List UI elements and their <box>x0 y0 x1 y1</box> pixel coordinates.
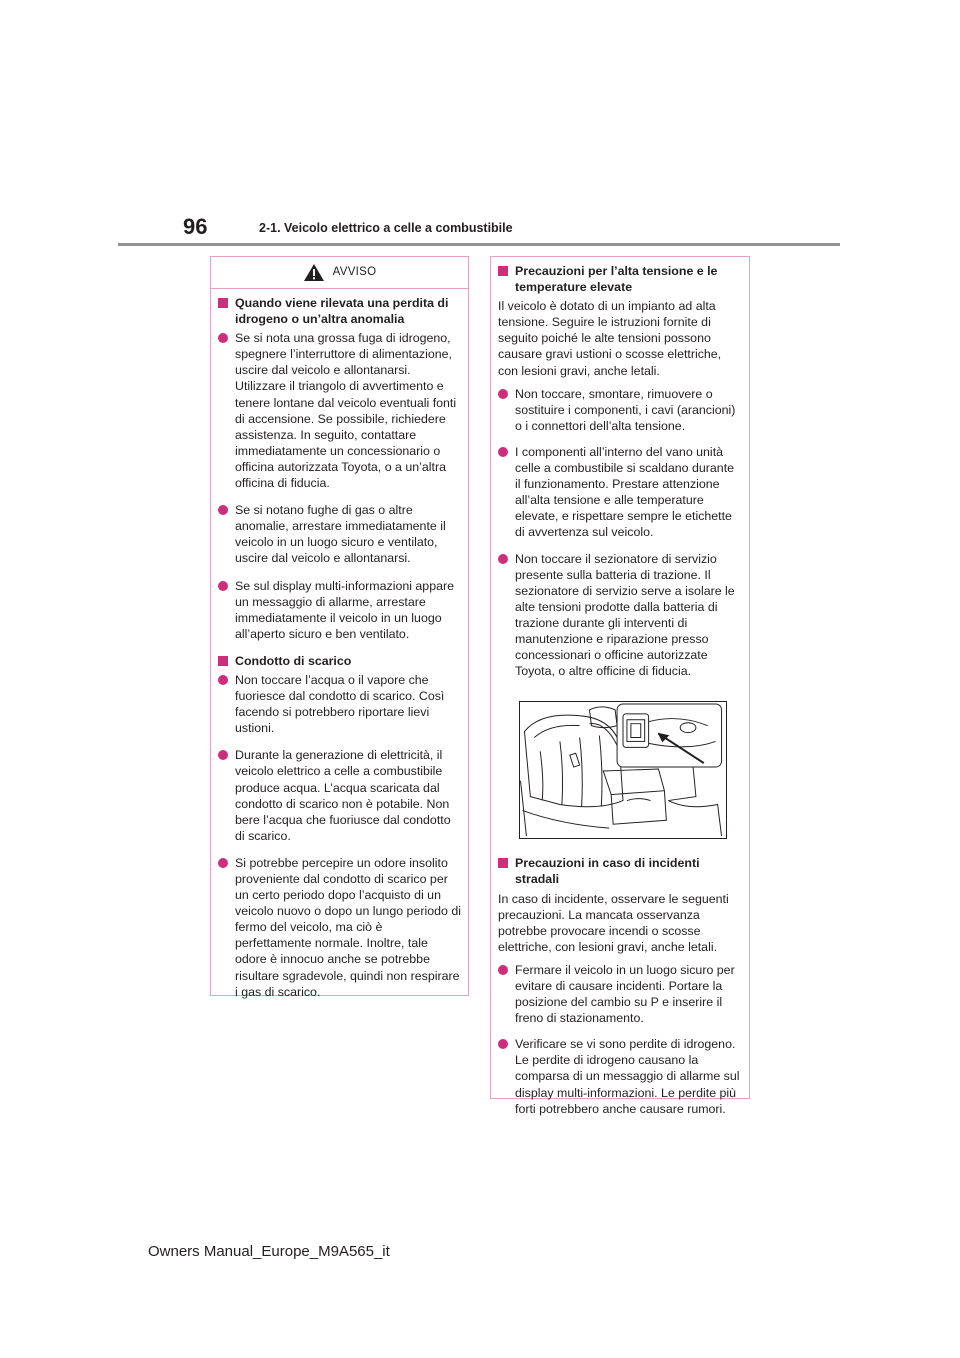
square-bullet-icon <box>218 656 228 666</box>
intro-paragraph: In caso di incidente, osservare le seguenti precauzioni. La mancata osservanza potrebbe provocare incendi o scosse elettriche, con lesioni gravi, anche letali. <box>498 891 729 954</box>
list-item: Se si notano fughe di gas o altre anomalie, arrestare immediatamente il veicolo in un luogo sicuro e ventilato, uscire dal veicolo e allontanarsi. <box>218 502 461 566</box>
square-bullet-icon <box>218 298 228 308</box>
list-item: Verificare se vi sono perdite di idrogeno. Le perdite di idrogeno causano la comparsa di un messaggio di allarme sul display multi-informazioni. Le perdite più forti potrebbero anche causare rumori. <box>498 1036 742 1116</box>
list-item: Fermare il veicolo in un luogo sicuro per evitare di causare incidenti. Portare la posizione del cambio su P e inserire il freno di stazionamento. <box>498 962 742 1026</box>
square-bullet-icon <box>498 266 508 276</box>
page-number: 96 <box>183 214 208 239</box>
list-item: Se si nota una grossa fuga di idrogeno, spegnere l’interruttore di alimentazione, uscire dal veicolo e allontanarsi. Utilizzare il triangolo di avvertimento e tenere lontane dal veicolo eventuali fonti di accensione. Se possibile, richiedere assistenza. In seguito, contattare immediatamente un concessionario o officina autorizzata Toyota, o a un’altra officina di fiducia. <box>218 330 461 491</box>
bullet-dot-icon <box>498 1039 508 1049</box>
list-item: Durante la generazione di elettricità, il veicolo elettrico a celle a combustibile produce acqua. L’acqua scaricata dal condotto di scarico non è potabile. Non bere l’acqua che fuoriusce dal condotto di scarico. <box>218 747 461 844</box>
warning-header <box>211 257 468 289</box>
list-item: Non toccare il sezionatore di servizio presente sulla batteria di trazione. Il sezionatore di servizio serve a isolare le alte tensioni prodotte dalla batteria di trazione durante gli interventi di manutenzione e riparazione presso concessionari o officine autorizzate Toyota, o altre officine di fiducia. <box>498 551 742 680</box>
footer-text: Owners Manual_Europe_M9A565_it <box>148 1243 390 1260</box>
section-title: 2-1. Veicolo elettrico a celle a combustibile <box>259 221 513 235</box>
list-item: Si potrebbe percepire un odore insolito proveniente dal condotto di scarico per un certo periodo dopo l’acquisto di un veicolo nuovo o dopo un lungo periodo di fermo del veicolo, ma ciò è perfettamente normale. Inoltre, tale odore è innocuo anche se potrebbe risultare sgradevole, quindi non respirare i gas di scarico. <box>218 855 461 1000</box>
bullet-dot-icon <box>498 554 508 564</box>
bullet-dot-icon <box>218 333 228 343</box>
list-item: Non toccare l’acqua o il vapore che fuoriesce dal condotto di scarico. Così facendo si potrebbero riportare lievi ustioni. <box>218 672 461 736</box>
bullet-dot-icon <box>498 447 508 457</box>
bullet-dot-icon <box>498 389 508 399</box>
bullet-dot-icon <box>218 858 228 868</box>
warning-title: AVVISO <box>332 266 377 279</box>
bullet-dot-icon <box>218 750 228 760</box>
subsection-heading: Quando viene rilevata una perdita di idrogeno o un’altra anomalia <box>218 295 461 327</box>
header-rule <box>118 243 840 246</box>
service-plug-illustration <box>519 701 727 839</box>
bullet-dot-icon <box>218 581 228 591</box>
warning-triangle-icon <box>303 263 325 282</box>
intro-paragraph: Il veicolo è dotato di un impianto ad alta tensione. Seguire le istruzioni fornite di seguito poiché le alte tensioni possono causare gravi ustioni o scosse elettriche, con lesioni gravi, anche letali. <box>498 299 722 378</box>
warning-box <box>210 256 469 999</box>
list-item: Se sul display multi-informazioni appare un messaggio di allarme, arrestare immediatamente il veicolo in un luogo all’aperto sicuro e ben ventilato. <box>218 578 461 642</box>
bullet-dot-icon <box>218 505 228 515</box>
list-item: I componenti all’interno del vano unità celle a combustibile si scaldano durante il funzionamento. Prestare attenzione all’alta tensione e alle temperature elevate, e rispettare sempre le etichette di avvertenza sul veicolo. <box>498 444 742 541</box>
subsection-heading: Precauzioni per l’alta tensione e le temperature elevate <box>498 263 742 295</box>
bullet-dot-icon <box>218 675 228 685</box>
subsection-heading: Precauzioni in caso di incidenti stradali <box>498 855 742 887</box>
square-bullet-icon <box>498 858 508 868</box>
precautions-box <box>490 256 750 1116</box>
list-item: Non toccare, smontare, rimuovere o sostituire i componenti, i cavi (arancioni) o i connettori dell’alta tensione. <box>498 386 742 434</box>
subsection-heading: Condotto di scarico <box>218 653 461 669</box>
bullet-dot-icon <box>498 965 508 975</box>
